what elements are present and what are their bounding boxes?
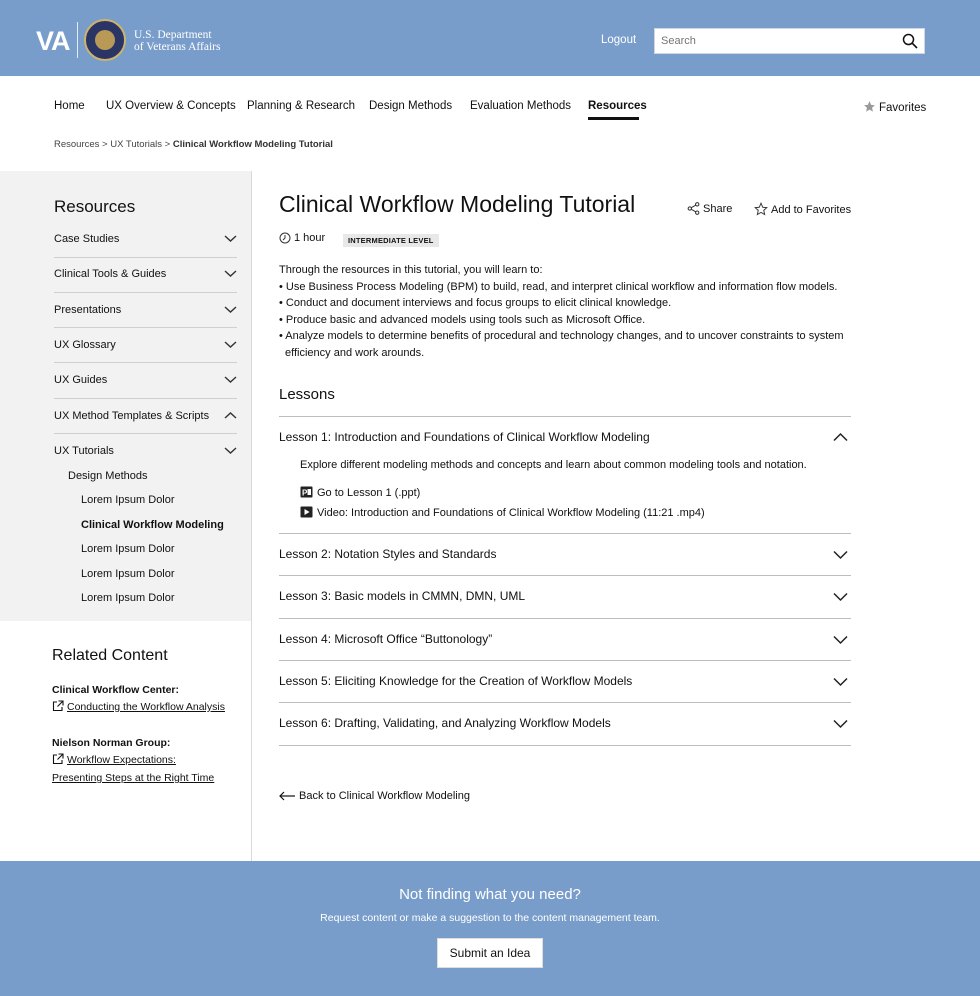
search-icon[interactable] xyxy=(902,33,918,49)
chevron-down-icon xyxy=(224,446,237,455)
chevron-down-icon[interactable] xyxy=(833,592,848,602)
chevron-up-icon xyxy=(224,411,237,420)
nav-item-home[interactable]: Home xyxy=(54,100,85,112)
sidebar-item-label: Presentations xyxy=(54,304,122,316)
breadcrumb-current: Clinical Workflow Modeling Tutorial xyxy=(172,139,333,150)
powerpoint-icon xyxy=(300,486,313,498)
chevron-down-icon[interactable] xyxy=(833,550,848,560)
favorites-link[interactable] xyxy=(863,100,926,114)
footer-subtitle: Request content or make a suggestion to the content management team. xyxy=(320,912,660,924)
lessons-heading: Lessons xyxy=(279,386,335,403)
related-content-title: Related Content xyxy=(52,647,168,664)
sidebar-item-presentations[interactable] xyxy=(54,304,237,316)
department-name[interactable] xyxy=(134,29,220,53)
lesson-1-video-label: Video: Introduction and Foundations of Clinical Workflow Modeling (11:21 .mp4) xyxy=(317,507,705,519)
sidebar-divider-line xyxy=(54,257,237,258)
search-box xyxy=(654,28,925,54)
sidebar-divider xyxy=(251,171,252,861)
lesson-1-ppt-label: Go to Lesson 1 (.ppt) xyxy=(317,487,421,499)
level-badge: INTERMEDIATE LEVEL xyxy=(343,234,439,247)
breadcrumb-item-resources[interactable]: Resources xyxy=(54,139,100,150)
logout-link[interactable]: Logout xyxy=(601,34,637,46)
sidebar-divider-line xyxy=(54,327,237,328)
lesson-divider xyxy=(279,702,851,703)
related-group-label: Clinical Workflow Center: xyxy=(52,684,179,696)
sidebar-item-clinical-tools[interactable] xyxy=(54,268,237,280)
sidebar-divider-line xyxy=(54,398,237,399)
lesson-6-header[interactable]: Lesson 6: Drafting, Validating, and Analyzing Workflow Models xyxy=(279,716,611,730)
lesson-2-header[interactable]: Lesson 2: Notation Styles and Standards xyxy=(279,547,497,561)
chevron-down-icon xyxy=(224,269,237,278)
department-name-line1: U.S. Department xyxy=(134,29,212,41)
lesson-divider xyxy=(279,660,851,661)
chevron-down-icon xyxy=(224,340,237,349)
lesson-1-ppt-link[interactable] xyxy=(300,486,420,499)
chevron-down-icon[interactable] xyxy=(833,677,848,687)
sidebar-sub-item-active[interactable]: Clinical Workflow Modeling xyxy=(81,519,224,531)
arrow-left-icon xyxy=(279,791,295,801)
related-link-workflow-analysis[interactable] xyxy=(52,698,225,716)
nav-item-planning-research[interactable]: Planning & Research xyxy=(247,100,356,112)
sidebar-sub-item[interactable]: Lorem Ipsum Dolor xyxy=(81,494,175,506)
chevron-up-icon[interactable] xyxy=(833,432,848,442)
va-logo[interactable]: VA xyxy=(36,26,70,56)
star-outline-icon xyxy=(754,202,768,216)
lesson-1-video-link[interactable] xyxy=(300,506,705,519)
sidebar-item-ux-glossary[interactable] xyxy=(54,339,237,351)
intro-text xyxy=(279,262,854,361)
lesson-4-header[interactable]: Lesson 4: Microsoft Office “Buttonology” xyxy=(279,632,493,646)
page-title: Clinical Workflow Modeling Tutorial xyxy=(279,191,636,217)
intro-bullet: • Produce basic and advanced models using tools such as Microsoft Office. xyxy=(279,313,646,326)
chevron-down-icon xyxy=(224,305,237,314)
related-link-text: Workflow Expectations: xyxy=(67,754,176,766)
intro-bullet: • Analyze models to determine benefits of procedural and technology changes, and to uncover constraints to system efficiency and work arounds. xyxy=(279,330,844,359)
nav-item-evaluation-methods[interactable]: Evaluation Methods xyxy=(470,100,572,112)
department-name-line2: of Veterans Affairs xyxy=(134,41,221,53)
sidebar-sub-item[interactable]: Lorem Ipsum Dolor xyxy=(81,592,175,604)
footer-title: Not finding what you need? xyxy=(399,886,581,903)
nav-item-design-methods[interactable]: Design Methods xyxy=(369,100,453,112)
duration xyxy=(279,232,325,244)
sidebar-item-ux-guides[interactable] xyxy=(54,374,237,386)
sidebar-divider-line xyxy=(54,362,237,363)
lesson-divider xyxy=(279,745,851,746)
nav-active-underline xyxy=(588,117,639,120)
intro-lead: Through the resources in this tutorial, you will learn to: xyxy=(279,264,543,276)
sidebar-divider-line xyxy=(54,433,237,434)
sidebar-item-label: UX Glossary xyxy=(54,339,116,351)
sidebar-item-label: UX Guides xyxy=(54,374,108,386)
external-link-icon xyxy=(52,753,64,765)
breadcrumb: Resources > UX Tutorials > Clinical Workflow Modeling Tutorial xyxy=(54,139,333,150)
chevron-down-icon[interactable] xyxy=(833,635,848,645)
duration-text: 1 hour xyxy=(294,232,326,244)
va-seal-icon xyxy=(84,19,126,61)
lesson-1-description: Explore different modeling methods and concepts and learn about common modeling tools and notation. xyxy=(300,459,807,471)
nav-item-resources[interactable]: Resources xyxy=(588,100,647,112)
share-label: Share xyxy=(703,203,733,215)
share-icon xyxy=(687,202,700,215)
sidebar-sub-design-methods[interactable]: Design Methods xyxy=(68,470,148,482)
share-button[interactable] xyxy=(687,202,732,215)
intro-bullet: • Use Business Process Modeling (BPM) to build, read, and interpret clinical workflow and information flow models. xyxy=(279,280,838,293)
back-link-label: Back to Clinical Workflow Modeling xyxy=(299,790,470,802)
intro-bullet: • Conduct and document interviews and focus groups to elicit clinical knowledge. xyxy=(279,297,672,309)
search-input[interactable] xyxy=(655,29,885,53)
sidebar-item-ux-tutorials[interactable] xyxy=(54,445,237,457)
sidebar-item-case-studies[interactable] xyxy=(54,233,237,245)
lesson-divider xyxy=(279,416,851,417)
sidebar-item-label: UX Method Templates & Scripts xyxy=(54,410,210,422)
add-to-favorites-button[interactable] xyxy=(754,202,851,216)
chevron-down-icon xyxy=(224,375,237,384)
lesson-3-header[interactable]: Lesson 3: Basic models in CMMN, DMN, UML xyxy=(279,589,526,603)
external-link-icon xyxy=(52,700,64,712)
chevron-down-icon xyxy=(224,234,237,243)
sidebar-item-label: UX Tutorials xyxy=(54,445,114,457)
related-link-workflow-expectations[interactable] xyxy=(52,751,214,787)
logo-divider xyxy=(77,22,78,58)
lesson-divider xyxy=(279,575,851,576)
lesson-5-header[interactable]: Lesson 5: Eliciting Knowledge for the Creation of Workflow Models xyxy=(279,674,633,688)
lesson-divider xyxy=(279,533,851,534)
footer xyxy=(0,861,980,996)
lesson-divider xyxy=(279,618,851,619)
related-link-text: Conducting the Workflow Analysis xyxy=(67,701,225,713)
add-favorites-label: Add to Favorites xyxy=(771,204,852,216)
star-filled-icon xyxy=(863,100,876,113)
related-link-text: Presenting Steps at the Right Time xyxy=(52,772,215,784)
svg-text:P: P xyxy=(302,488,308,498)
nav-item-ux-overview[interactable]: UX Overview & Concepts xyxy=(106,100,236,112)
sidebar-title: Resources xyxy=(54,197,136,216)
sidebar-sub-item[interactable]: Lorem Ipsum Dolor xyxy=(81,568,175,580)
sidebar-item-label: Clinical Tools & Guides xyxy=(54,268,167,280)
play-video-icon xyxy=(300,506,313,518)
submit-idea-button[interactable]: Submit an Idea xyxy=(437,938,543,968)
clock-icon xyxy=(279,232,291,244)
sidebar-item-ux-method-templates[interactable] xyxy=(54,410,237,422)
favorites-label: Favorites xyxy=(879,102,927,114)
sidebar-sub-item[interactable]: Lorem Ipsum Dolor xyxy=(81,543,175,555)
sidebar-item-label: Case Studies xyxy=(54,233,120,245)
chevron-down-icon[interactable] xyxy=(833,719,848,729)
lesson-1-header[interactable]: Lesson 1: Introduction and Foundations of Clinical Workflow Modeling xyxy=(279,430,650,444)
sidebar-divider-line xyxy=(54,292,237,293)
related-group-label: Nielson Norman Group: xyxy=(52,737,171,749)
breadcrumb-item-ux-tutorials[interactable]: UX Tutorials xyxy=(110,139,162,150)
back-link[interactable] xyxy=(279,790,470,802)
